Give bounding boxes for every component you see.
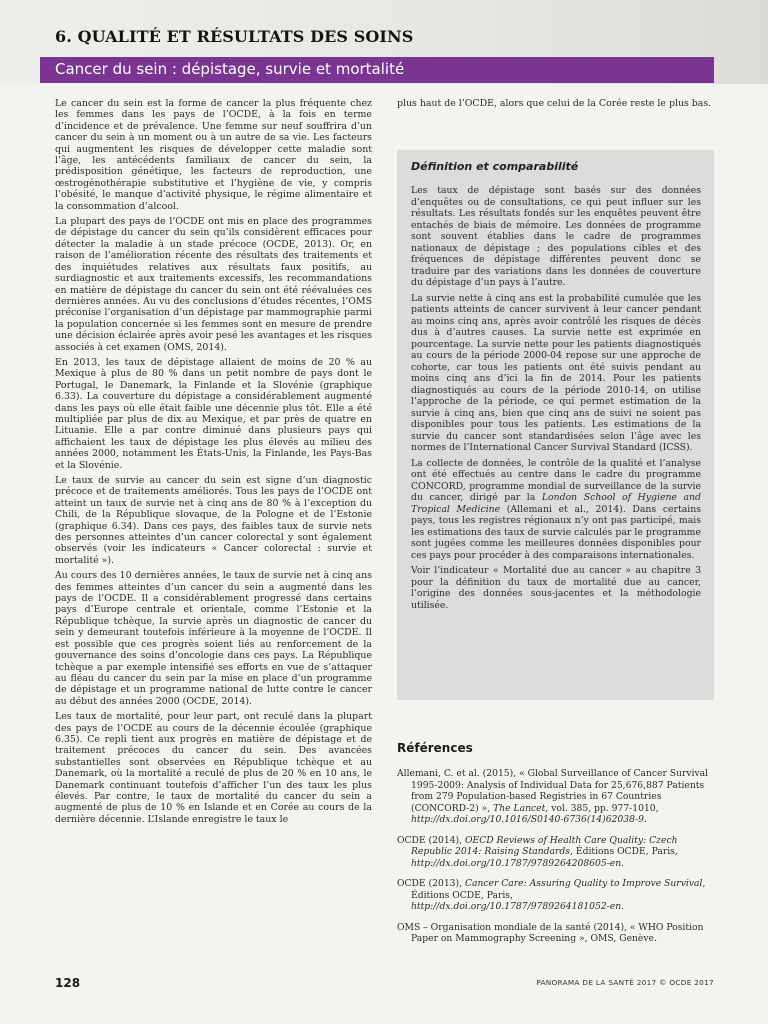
- definition-paragraph: [411, 458, 701, 562]
- page-number: 128: [55, 976, 81, 990]
- reference-title: Cancer Care: Assuring Quality to Improve Survival: [464, 878, 703, 889]
- definition-italic-text: London School of Hygiene and Tropical Medicine: [411, 492, 701, 515]
- reference-link[interactable]: http://dx.doi.org/10.1787/9789264181052-en: [411, 901, 622, 912]
- reference-text: , Éditions OCDE, Paris,: [411, 878, 706, 901]
- references-title: Références: [397, 741, 473, 755]
- reference-text: OCDE (2013),: [397, 878, 465, 889]
- reference-text: .: [621, 901, 625, 912]
- reference-text: Allemani, C. et al. (2015), « Global Surveillance of Cancer Survival 1995-2009: Analysis of Individual Data for 25,676,887 Patients from 279 Population-based Registries in 67 Countries (CONCORD-2) »,: [397, 768, 709, 814]
- section-banner: [40, 57, 714, 83]
- definition-text: (Allemani et al., 2014). Dans certains pays, tous les registres régionaux n’y ont pas participé, mais les estimations des taux de survie calculés par le programme sont jugées comme les meilleures données disponibles pour ces pays pour procéder à des comparaisons internationales.: [411, 503, 701, 561]
- reference-item: [397, 768, 714, 826]
- definition-paragraph: La survie nette à cinq ans est la probabilité cumulée que les patients atteints de cancer survivent à leur cancer pendant au moins cinq ans, après avoir contrôlé les risques de décès dus à d’autres causes. La survie nette est exprimée en pourcentage. La survie nette pour les patients diagnostiqués au cours de la période 2000-04 repose sur une approche de cohorte, car tous les patients ont été suivis pendant au moins cinq ans d’ici la fin de 2014. Pour les patients diagnostiqués au cours de la période 2010-14, on utilise l’approche de la période, ce qui permet estimation de la survie à cinq ans, bien que cinq ans de suivi ne soient pas disponibles pour tous les patients. Les estimations de la survie du cancer sont standardisées selon l’âge avec les normes de l’International Cancer Survival Standard (ICSS).: [411, 292, 701, 453]
- definition-paragraph: Les taux de dépistage sont basés sur des données d’enquêtes ou de consultations, ce qui peut influer sur les résultats. Les résultats fondés sur les enquêtes peuvent être entachés de biais de mémoire. Les données de programme sont souvent établies dans le cadre de programmes nationaux de dépistage ; des populations cibles et des fréquences de dépistage différentes peuvent donc se traduire par des variations dans les données de couverture du dépistage d’un pays à l’autre.: [411, 185, 701, 288]
- reference-item: OMS – Organisation mondiale de la santé (2014), « WHO Position Paper on Mammography Screening », OMS, Genève.: [397, 921, 704, 944]
- body-paragraph: Le cancer du sein est la forme de cancer la plus fréquente chez les femmes dans les pays de l’OCDE, à la fois en terme d’incidence et de prévalence. Une femme sur neuf souffrira d’un cancer du sein à un moment ou à un autre de sa vie. Les facteurs qui augmentent les risques de développer cette maladie sont l’âge, les antécédents familiaux de cancer du sein, la prédisposition génétique, les facteurs de reproduction, une œstrogénothérapie substitutive et l’hygiène de vie, y compris l’obésité, le manque d’activité physique, le régime alimentaire et la consommation d’alcool.: [55, 98, 372, 212]
- reference-text: , Éditions OCDE, Paris,: [570, 846, 678, 857]
- definition-text: La collecte de données, le contrôle de la qualité et l’analyse ont été effectués au centre dans le cadre du programme CONCORD, programme mondial de surveillance de la survie du cancer, dirigé par la: [411, 457, 701, 503]
- left-column: [55, 98, 372, 829]
- right-column: [397, 98, 714, 109]
- reference-text: .: [621, 857, 625, 869]
- section-title: Cancer du sein : dépistage, survie et mortalité: [55, 60, 405, 78]
- reference-link[interactable]: http://dx.doi.org/10.1016/S0140-6736(14)62038-9: [411, 814, 644, 825]
- reference-journal: The Lancet: [493, 802, 546, 814]
- reference-title: OECD Reviews of Health Care Quality: Czech Republic 2014: Raising Standards: [411, 834, 678, 857]
- reference-text: .: [643, 814, 647, 825]
- reference-item: [397, 835, 714, 870]
- reference-text: , vol. 385, pp. 977-1010,: [545, 802, 659, 814]
- definition-box-title: Définition et comparabilité: [411, 160, 579, 173]
- chapter-title: 6. QUALITÉ ET RÉSULTATS DES SOINS: [55, 27, 414, 46]
- definition-box: [397, 150, 714, 700]
- body-paragraph: Le taux de survie au cancer du sein est signe d’un diagnostic précoce et de traitements améliorés. Tous les pays de l’OCDE ont atteint un taux de survie net à cinq ans de 80 % à l’exception du Chili, de la République slovaque, de la Pologne et de l’Estonie (graphique 6.34). Dans ces pays, des faibles taux de survie nets des personnes atteintes d’un cancer colorectal y sont également observés (voir les indicateurs « Cancer colorectal : survie et mortalité »).: [55, 475, 372, 566]
- definition-paragraph: Voir l’indicateur « Mortalité due au cancer » au chapitre 3 pour la définition du taux de mortalité due au cancer, l’origine des données sous-jacentes et la méthodologie utilisée.: [411, 565, 701, 611]
- body-paragraph: Les taux de mortalité, pour leur part, ont reculé dans la plupart des pays de l’OCDE au cours de la décennie écoulée (graphique 6.35). Ce repli tient aux progrès en matière de dépistage et de traitement précoces du cancer du sein. Des avancées substantielles sont observées en République tchèque et au Danemark, où la mortalité a reculé de plus de 20 % en 10 ans, le Danemark continuant toutefois d’afficher l’un des taux les plus élevés. Par contre, le taux de mortalité du cancer du sein a augmenté de plus de 10 % en Islande et en Corée au cours de la dernière décennie. L’Islande enregistre le taux le: [55, 711, 372, 825]
- body-paragraph: La plupart des pays de l’OCDE ont mis en place des programmes de dépistage du cancer du sein qu’ils considèrent efficaces pour détecter la maladie à un stade précoce (OCDE, 2013). Or, en raison de l’amélioration récente des résultats des traitements et des inquiétudes relatives aux résultats faux positifs, au surdiagnostic et aux traitements excessifs, les recommandations en matière de dépistage du cancer du sein ont été réévaluées ces dernières années. Au vu des conclusions d’études récentes, l’OMS préconise l’organisation d’un dépistage par mammographie parmi la population concernée si les femmes sont en mesure de prendre une décision éclairée après avoir pesé les avantages et les risques associés à cet examen (OMS, 2014).: [55, 216, 372, 353]
- reference-link[interactable]: http://dx.doi.org/10.1787/9789264208605-en: [411, 857, 622, 869]
- references-list: [397, 768, 714, 954]
- body-paragraph-continuation: plus haut de l’OCDE, alors que celui de la Corée reste le plus bas.: [397, 98, 712, 109]
- reference-text: OCDE (2014),: [397, 834, 465, 846]
- body-paragraph: Au cours des 10 dernières années, le taux de survie net à cinq ans des femmes atteintes d’un cancer du sein a augmenté dans les pays de l’OCDE. Il a considérablement progressé dans certains pays d’Europe centrale et orientale, comme l’Estonie et la République tchèque, la survie après un diagnostic de cancer du sein y demeurant toutefois inférieure à la moyenne de l’OCDE. Il est possible que ces progrès soient liés au renforcement de la gouvernance des soins d’oncologie dans ces pays. La République tchèque a par exemple intensifié ses efforts en vue de s’attaquer au fléau du cancer du sein par la mise en place d’un programme de dépistage et un programme national de lutte contre le cancer au début des années 2000 (OCDE, 2014).: [55, 570, 372, 707]
- reference-item: [397, 878, 714, 913]
- body-paragraph: En 2013, les taux de dépistage allaient de moins de 20 % au Mexique à plus de 80 % dans un petit nombre de pays dont le Portugal, le Danemark, la Finlande et la Slovénie (graphique 6.33). La couverture du dépistage a considérablement augmenté dans les pays où elle était faible une décennie plus tôt. Elle a été multipliée par plus de dix au Mexique, et par près de quatre en Lituanie. Elle a par contre diminué dans plusieurs pays qui affichaient les taux de dépistage les plus élevés au milieu des années 2000, notamment les États-Unis, la Finlande, les Pays-Bas et la Slovénie.: [55, 356, 372, 471]
- definition-box-body: [411, 185, 701, 615]
- publication-footer: PANORAMA DE LA SANTÉ 2017 © OCDE 2017: [536, 978, 714, 987]
